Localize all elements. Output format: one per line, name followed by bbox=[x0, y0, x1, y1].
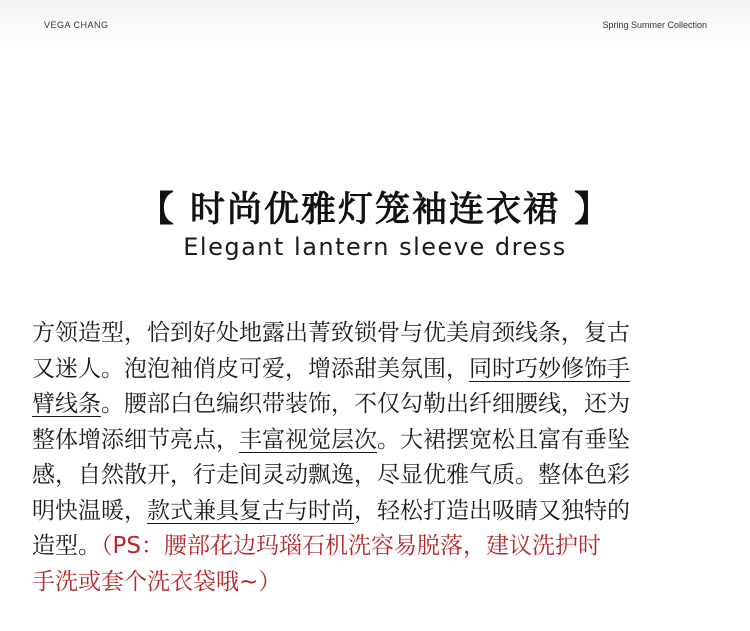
header-bar bbox=[0, 0, 750, 46]
care-note: 手洗或套个洗衣袋哦~） bbox=[32, 568, 282, 595]
description-line bbox=[32, 316, 722, 352]
description-text: 明快温暖， bbox=[32, 497, 147, 524]
highlight-text: 臂线条 bbox=[32, 391, 101, 417]
highlight-text: 丰富视觉层次 bbox=[239, 426, 377, 453]
description-text: 感，自然散开，行走间灵动飘逸，尽显优雅气质。整体色彩 bbox=[32, 462, 630, 488]
page-subtitle: Elegant lantern sleeve dress bbox=[183, 233, 567, 261]
description-text: 造型。 bbox=[32, 533, 101, 559]
description-text: 整体增添细节亮点， bbox=[32, 426, 239, 453]
care-note: （PS：腰部花边玛瑙石机洗容易脱落，建议洗护时 bbox=[101, 533, 601, 559]
description-text: ，轻松打造出吸睛又独特的 bbox=[354, 497, 630, 524]
description-line bbox=[32, 494, 722, 530]
description-line bbox=[32, 565, 722, 601]
description-line bbox=[32, 458, 722, 494]
description-line bbox=[32, 387, 722, 423]
description-line bbox=[32, 352, 722, 388]
highlight-text: 款式兼具复古与时尚 bbox=[147, 497, 354, 524]
description-text: 又迷人。泡泡袖俏皮可爱，增添甜美氛围， bbox=[32, 355, 469, 382]
description-text: 。大裙摆宽松且富有垂坠 bbox=[377, 426, 630, 453]
page-title: 【 时尚优雅灯笼袖连衣裙 】 bbox=[138, 190, 612, 230]
collection-label: Spring Summer Collection bbox=[602, 20, 707, 30]
description-line bbox=[32, 529, 722, 565]
brand-name: VEGA CHANG bbox=[44, 20, 109, 30]
description-text: 方领造型，恰到好处地露出菁致锁骨与优美肩颈线条，复古 bbox=[32, 320, 630, 346]
product-description bbox=[32, 316, 722, 600]
highlight-text: 同时巧妙修饰手 bbox=[469, 355, 630, 382]
description-line bbox=[32, 423, 722, 459]
description-text: 。腰部白色编织带装饰，不仅勾勒出纤细腰线，还为 bbox=[101, 391, 630, 417]
